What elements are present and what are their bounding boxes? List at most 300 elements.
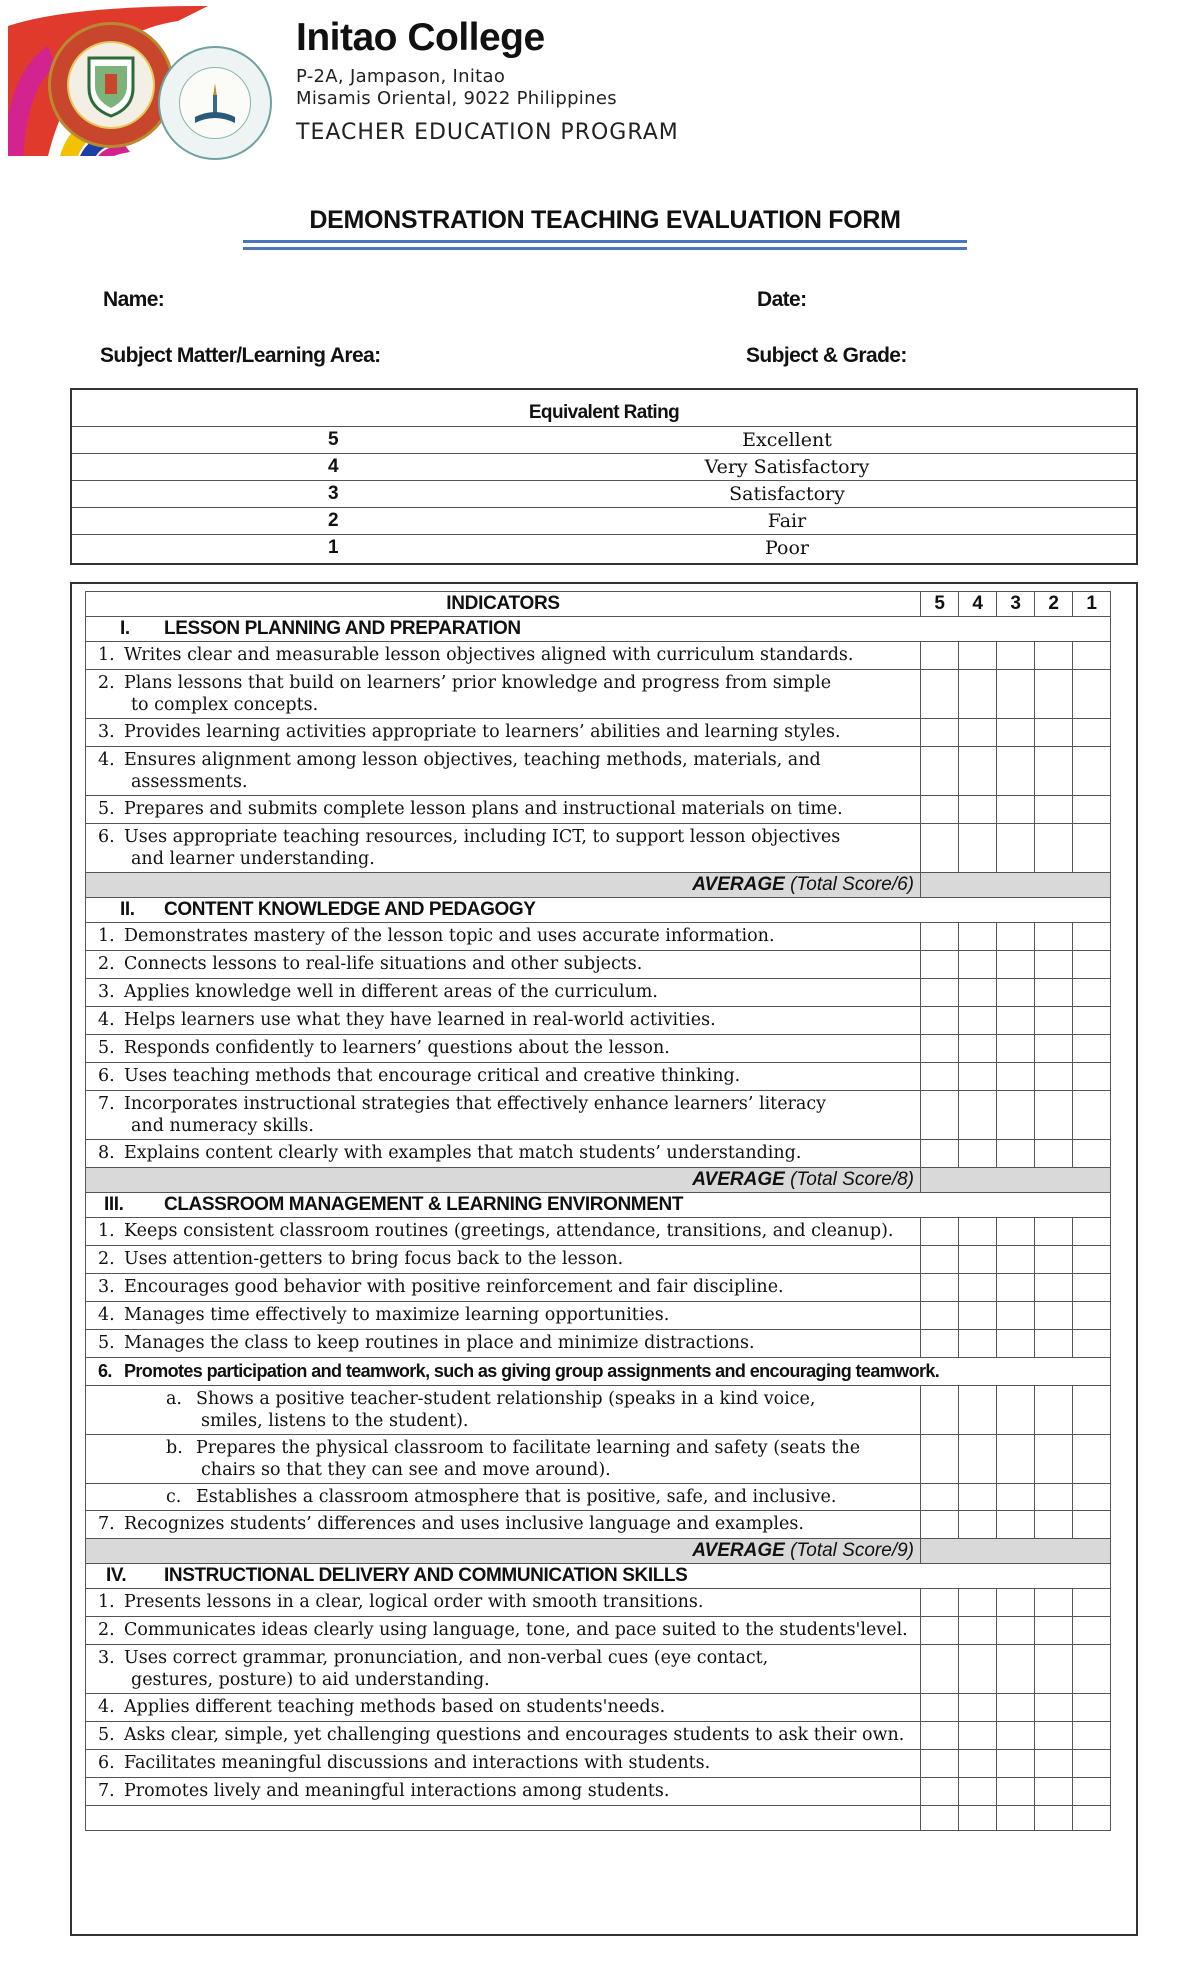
score-cell[interactable] <box>997 1617 1035 1645</box>
indicator-number: 5. <box>98 1725 115 1745</box>
indicator-text: Uses teaching methods that encourage critical and creative thinking. <box>124 1066 741 1086</box>
score-cell[interactable] <box>1073 747 1111 796</box>
indicator-number: a. <box>166 1389 182 1409</box>
indicator-row <box>86 1511 1111 1539</box>
section-numeral: I. <box>120 618 130 639</box>
score-cell[interactable] <box>959 1778 997 1806</box>
score-cell[interactable] <box>959 1645 997 1694</box>
indicator-row <box>86 1645 1111 1694</box>
score-cell[interactable] <box>997 1694 1035 1722</box>
score-cell[interactable] <box>997 824 1035 873</box>
indicator-row <box>86 1484 1111 1511</box>
indicator-text-continued: assessments. <box>131 772 248 792</box>
indicator-number: 6. <box>98 827 115 847</box>
indicator-number: b. <box>166 1438 183 1458</box>
indicator-text: Demonstrates mastery of the lesson topic and uses accurate information. <box>124 926 775 946</box>
score-cell[interactable] <box>921 1140 959 1168</box>
score-cell[interactable] <box>1035 1484 1073 1511</box>
indicator-text-cell <box>86 719 921 747</box>
score-cell[interactable] <box>1073 951 1111 979</box>
score-cell[interactable] <box>997 951 1035 979</box>
score-cell[interactable] <box>959 1435 997 1484</box>
score-cell[interactable] <box>959 824 997 873</box>
score-cell[interactable] <box>959 1035 997 1063</box>
indicator-number: 8. <box>98 1143 115 1163</box>
score-cell[interactable] <box>921 719 959 747</box>
indicator-row <box>86 824 1111 873</box>
score-cell[interactable] <box>1035 1694 1073 1722</box>
score-cell[interactable] <box>921 1750 959 1778</box>
indicator-row <box>86 1617 1111 1645</box>
rating-number: 1 <box>328 537 339 558</box>
indicator-text-cell <box>86 670 921 719</box>
score-cell[interactable] <box>1073 1617 1111 1645</box>
score-cell[interactable] <box>959 670 997 719</box>
rating-table-title: Equivalent Rating <box>528 402 680 423</box>
indicator-row <box>86 670 1111 719</box>
indicator-number: 4. <box>98 1010 115 1030</box>
score-cell[interactable] <box>921 1246 959 1274</box>
score-cell[interactable] <box>1073 1091 1111 1140</box>
score-cell[interactable] <box>1073 1246 1111 1274</box>
score-cell[interactable] <box>997 1091 1035 1140</box>
indicator-text: Helps learners use what they have learned in real-world activities. <box>124 1010 716 1030</box>
score-cell[interactable] <box>921 1511 959 1539</box>
average-score-cell[interactable] <box>921 1168 1111 1193</box>
score-cell[interactable] <box>921 1722 959 1750</box>
score-cell[interactable] <box>959 1274 997 1302</box>
college-name: Initao College <box>296 16 545 59</box>
indicator-text: Keeps consistent classroom routines (greetings, attendance, transitions, and cleanup). <box>124 1221 894 1241</box>
score-cell[interactable] <box>1035 1218 1073 1246</box>
score-cell[interactable] <box>1035 1722 1073 1750</box>
indicator-number: 5. <box>98 1333 115 1353</box>
indicator-text: Promotes lively and meaningful interactions among students. <box>124 1781 670 1801</box>
rating-number: 2 <box>328 510 339 531</box>
indicator-number: 3. <box>98 1277 115 1297</box>
score-cell[interactable] <box>1035 1246 1073 1274</box>
score-cell[interactable] <box>1073 1063 1111 1091</box>
score-cell[interactable] <box>1073 1722 1111 1750</box>
indicator-number: 1. <box>98 926 115 946</box>
score-cell[interactable] <box>921 951 959 979</box>
average-note: (Total Score/6) <box>790 874 914 895</box>
score-cell[interactable] <box>997 719 1035 747</box>
score-cell[interactable] <box>959 951 997 979</box>
blank-row <box>86 1806 1111 1831</box>
score-cell[interactable] <box>997 1806 1035 1831</box>
score-cell[interactable] <box>1035 719 1073 747</box>
indicator-text-continued: smiles, listens to the student). <box>201 1411 469 1431</box>
indicator-row <box>86 1274 1111 1302</box>
score-cell[interactable] <box>959 1218 997 1246</box>
score-cell[interactable] <box>1073 1694 1111 1722</box>
score-cell[interactable] <box>997 1778 1035 1806</box>
indicator-row <box>86 796 1111 824</box>
score-cell[interactable] <box>921 670 959 719</box>
score-cell[interactable] <box>1035 642 1073 670</box>
score-cell[interactable] <box>1073 1140 1111 1168</box>
score-cell[interactable] <box>921 1007 959 1035</box>
score-cell[interactable] <box>1035 1617 1073 1645</box>
indicator-row <box>86 1722 1111 1750</box>
score-cell[interactable] <box>959 1302 997 1330</box>
indicator-text-cell <box>86 1722 921 1750</box>
score-cell[interactable] <box>1035 1274 1073 1302</box>
section-header-cell <box>86 1193 1111 1218</box>
score-cell[interactable] <box>921 1484 959 1511</box>
score-cell[interactable] <box>1035 1589 1073 1617</box>
score-cell[interactable] <box>959 1750 997 1778</box>
section-numeral: II. <box>120 899 135 920</box>
average-label: AVERAGE <box>692 1169 785 1190</box>
address-line-2: Misamis Oriental, 9022 Philippines <box>296 88 617 109</box>
indicator-text-cell <box>86 1645 921 1694</box>
indicator-number: 7. <box>98 1514 115 1534</box>
score-cell[interactable] <box>921 1778 959 1806</box>
indicator-row <box>86 1330 1111 1358</box>
score-cell[interactable] <box>1035 1778 1073 1806</box>
score-cell[interactable] <box>921 1589 959 1617</box>
indicator-number: 6. <box>98 1066 115 1086</box>
score-cell[interactable] <box>997 1330 1035 1358</box>
score-cell[interactable] <box>997 1007 1035 1035</box>
average-row <box>86 1539 1111 1564</box>
score-cell[interactable] <box>1035 1330 1073 1358</box>
score-cell[interactable] <box>997 1722 1035 1750</box>
section-header-row <box>86 1564 1111 1589</box>
score-cell[interactable] <box>997 1750 1035 1778</box>
score-cell[interactable] <box>959 1007 997 1035</box>
score-cell[interactable] <box>1073 1386 1111 1435</box>
score-cell[interactable] <box>1073 1484 1111 1511</box>
score-cell[interactable] <box>921 1063 959 1091</box>
indicator-text: Prepares the physical classroom to facilitate learning and safety (seats the <box>196 1438 861 1458</box>
indicator-text-cell <box>86 747 921 796</box>
score-cell[interactable] <box>1073 1035 1111 1063</box>
score-cell[interactable] <box>1073 1750 1111 1778</box>
section-title: CLASSROOM MANAGEMENT & LEARNING ENVIRONMENT <box>164 1194 684 1215</box>
score-cell[interactable] <box>997 1140 1035 1168</box>
score-column-header: 2 <box>1035 592 1073 617</box>
score-cell[interactable] <box>959 1511 997 1539</box>
score-cell[interactable] <box>1073 1589 1111 1617</box>
rating-number: 3 <box>328 483 339 504</box>
score-cell[interactable] <box>959 1140 997 1168</box>
indicator-number: 7. <box>98 1094 115 1114</box>
score-cell[interactable] <box>997 1386 1035 1435</box>
section-numeral: IV. <box>106 1565 127 1586</box>
score-cell[interactable] <box>1035 979 1073 1007</box>
indicator-text: Manages the class to keep routines in place and minimize distractions. <box>124 1333 755 1353</box>
score-cell[interactable] <box>997 1218 1035 1246</box>
indicator-row <box>86 642 1111 670</box>
indicator-text-cell <box>86 1007 921 1035</box>
score-cell[interactable] <box>997 1511 1035 1539</box>
college-logos <box>8 6 270 156</box>
score-cell[interactable] <box>1035 1302 1073 1330</box>
indicators-header-row <box>86 592 1111 617</box>
indicator-text-cell <box>86 979 921 1007</box>
score-cell[interactable] <box>997 1035 1035 1063</box>
indicator-text-cell <box>86 1484 921 1511</box>
indicator-row <box>86 1007 1111 1035</box>
score-cell[interactable] <box>959 1386 997 1435</box>
score-cell[interactable] <box>1035 824 1073 873</box>
score-cell[interactable] <box>959 642 997 670</box>
indicator-row <box>86 1750 1111 1778</box>
indicator-row <box>86 979 1111 1007</box>
score-cell[interactable] <box>997 670 1035 719</box>
indicator-text: Shows a positive teacher-student relationship (speaks in a kind voice, <box>196 1389 816 1409</box>
score-cell[interactable] <box>1073 1778 1111 1806</box>
indicator-text: Uses appropriate teaching resources, including ICT, to support lesson objectives <box>124 827 841 847</box>
indicator-text-cell <box>86 1778 921 1806</box>
score-cell[interactable] <box>997 1302 1035 1330</box>
score-cell[interactable] <box>1035 1007 1073 1035</box>
score-cell[interactable] <box>921 1302 959 1330</box>
score-cell[interactable] <box>959 719 997 747</box>
section-header-row <box>86 1193 1111 1218</box>
score-cell[interactable] <box>959 979 997 1007</box>
indicator-number: 3. <box>98 1648 115 1668</box>
score-cell[interactable] <box>1073 1806 1111 1831</box>
average-score-cell[interactable] <box>921 873 1111 898</box>
indicator-number: 3. <box>98 982 115 1002</box>
score-cell[interactable] <box>1073 1645 1111 1694</box>
score-column-header: 1 <box>1073 592 1111 617</box>
score-cell[interactable] <box>1035 951 1073 979</box>
score-cell[interactable] <box>959 1694 997 1722</box>
section-header-row <box>86 617 1111 642</box>
score-column-header: 5 <box>921 592 959 617</box>
score-cell[interactable] <box>1035 923 1073 951</box>
score-cell[interactable] <box>959 1589 997 1617</box>
indicator-text: Facilitates meaningful discussions and interactions with students. <box>124 1753 711 1773</box>
indicator-text: Promotes participation and teamwork, such as giving group assignments and encouraging teamwork. <box>124 1361 940 1381</box>
section-header-cell <box>86 1564 1111 1589</box>
indicator-text-continued: and numeracy skills. <box>131 1116 314 1136</box>
score-cell[interactable] <box>997 1063 1035 1091</box>
indicator-text-cell <box>86 1246 921 1274</box>
score-cell[interactable] <box>1073 1302 1111 1330</box>
average-label: AVERAGE <box>692 1540 785 1561</box>
score-cell[interactable] <box>959 796 997 824</box>
average-label: AVERAGE <box>692 874 785 895</box>
indicator-number: 1. <box>98 645 115 665</box>
score-cell[interactable] <box>997 923 1035 951</box>
score-cell[interactable] <box>997 1484 1035 1511</box>
score-cell[interactable] <box>1035 747 1073 796</box>
score-cell[interactable] <box>1035 1645 1073 1694</box>
indicator-text-cell <box>86 1274 921 1302</box>
subject-grade-field-label: Subject & Grade: <box>746 344 907 367</box>
score-cell[interactable] <box>921 1330 959 1358</box>
score-cell[interactable] <box>1035 1140 1073 1168</box>
score-cell[interactable] <box>921 747 959 796</box>
score-cell[interactable] <box>1035 796 1073 824</box>
indicator-row <box>86 1140 1111 1168</box>
score-cell[interactable] <box>959 1063 997 1091</box>
score-cell[interactable] <box>921 1386 959 1435</box>
score-cell[interactable] <box>1035 1091 1073 1140</box>
score-cell[interactable] <box>997 979 1035 1007</box>
indicator-text-cell <box>86 1140 921 1168</box>
score-cell[interactable] <box>959 1722 997 1750</box>
indicator-text-cell <box>86 1694 921 1722</box>
section-numeral: III. <box>104 1194 124 1215</box>
score-cell[interactable] <box>1035 1063 1073 1091</box>
score-cell[interactable] <box>1073 1330 1111 1358</box>
indicator-text: Establishes a classroom atmosphere that is positive, safe, and inclusive. <box>196 1487 837 1507</box>
score-cell[interactable] <box>921 1035 959 1063</box>
equivalent-rating-table <box>70 388 1138 565</box>
score-cell[interactable] <box>959 1091 997 1140</box>
score-cell[interactable] <box>959 1330 997 1358</box>
rating-description: Satisfactory <box>729 483 845 505</box>
indicator-text-cell <box>86 796 921 824</box>
score-cell[interactable] <box>921 923 959 951</box>
rating-table-header <box>72 390 1136 427</box>
score-cell[interactable] <box>959 1484 997 1511</box>
indicator-text-cell <box>86 951 921 979</box>
date-field-label: Date: <box>757 288 807 311</box>
indicator-row <box>86 1386 1111 1435</box>
indicator-number: 5. <box>98 1038 115 1058</box>
score-cell[interactable] <box>1073 1435 1111 1484</box>
indicator-text-cell <box>86 1617 921 1645</box>
indicator-text: Incorporates instructional strategies that effectively enhance learners’ literacy <box>124 1094 827 1114</box>
indicator-text: Uses correct grammar, pronunciation, and non-verbal cues (eye contact, <box>124 1648 769 1668</box>
indicator-number: c. <box>166 1487 182 1507</box>
score-cell[interactable] <box>921 642 959 670</box>
score-cell[interactable] <box>1035 1511 1073 1539</box>
rating-description: Excellent <box>742 429 832 451</box>
score-cell[interactable] <box>921 979 959 1007</box>
indicator-number: 2. <box>98 1620 115 1640</box>
indicator-text-cell <box>86 1091 921 1140</box>
average-label-cell <box>86 873 921 898</box>
average-note: (Total Score/8) <box>790 1169 914 1190</box>
indicator-text: Applies different teaching methods based on students'needs. <box>124 1697 666 1717</box>
indicator-text: Applies knowledge well in different areas of the curriculum. <box>124 982 658 1002</box>
indicator-text-cell <box>86 1435 921 1484</box>
college-seal-icon <box>48 22 174 148</box>
average-label-cell <box>86 1539 921 1564</box>
score-cell[interactable] <box>1073 670 1111 719</box>
indicator-row <box>86 1694 1111 1722</box>
score-cell[interactable] <box>921 1218 959 1246</box>
section-title: CONTENT KNOWLEDGE AND PEDAGOGY <box>164 899 536 920</box>
indicator-row <box>86 1302 1111 1330</box>
score-cell[interactable] <box>997 1645 1035 1694</box>
indicator-row <box>86 1091 1111 1140</box>
score-cell[interactable] <box>921 1091 959 1140</box>
indicator-text-cell <box>86 1302 921 1330</box>
indicator-text-continued: and learner understanding. <box>131 849 375 869</box>
score-cell[interactable] <box>1035 1806 1073 1831</box>
score-cell[interactable] <box>1073 642 1111 670</box>
indicator-row <box>86 1035 1111 1063</box>
score-cell[interactable] <box>1035 1435 1073 1484</box>
score-cell[interactable] <box>1073 923 1111 951</box>
score-cell[interactable] <box>1073 1218 1111 1246</box>
score-cell[interactable] <box>997 1274 1035 1302</box>
score-cell[interactable] <box>921 796 959 824</box>
indicator-number: 2. <box>98 673 115 693</box>
average-note: (Total Score/9) <box>790 1540 914 1561</box>
indicator-number: 6. <box>98 1753 115 1773</box>
score-cell[interactable] <box>1073 979 1111 1007</box>
indicator-text-cell <box>86 1358 1111 1386</box>
score-cell[interactable] <box>997 1246 1035 1274</box>
section-header-cell <box>86 617 1111 642</box>
score-cell[interactable] <box>959 1246 997 1274</box>
indicator-text-cell <box>86 1330 921 1358</box>
indicator-number: 2. <box>98 1249 115 1269</box>
score-cell[interactable] <box>997 1589 1035 1617</box>
address-line-1: P-2A, Jampason, Initao <box>296 66 506 87</box>
section-title: INSTRUCTIONAL DELIVERY AND COMMUNICATION SKILLS <box>164 1565 688 1586</box>
score-cell[interactable] <box>1073 796 1111 824</box>
score-cell[interactable] <box>1073 1007 1111 1035</box>
subject-matter-field-label: Subject Matter/Learning Area: <box>100 344 381 367</box>
rating-description: Very Satisfactory <box>704 456 870 478</box>
indicators-header-label: INDICATORS <box>86 592 921 617</box>
score-column-header: 4 <box>959 592 997 617</box>
score-cell[interactable] <box>997 747 1035 796</box>
rating-row <box>72 508 1136 535</box>
average-score-cell[interactable] <box>921 1539 1111 1564</box>
indicator-text: Encourages good behavior with positive reinforcement and fair discipline. <box>124 1277 784 1297</box>
average-row <box>86 873 1111 898</box>
score-cell[interactable] <box>921 1645 959 1694</box>
score-cell[interactable] <box>1035 1386 1073 1435</box>
rating-description: Fair <box>767 510 807 532</box>
indicator-number: 5. <box>98 799 115 819</box>
score-cell[interactable] <box>1035 1035 1073 1063</box>
score-cell[interactable] <box>1073 719 1111 747</box>
score-cell[interactable] <box>921 1694 959 1722</box>
score-cell[interactable] <box>921 1274 959 1302</box>
indicator-text-cell <box>86 1063 921 1091</box>
score-cell[interactable] <box>1073 1511 1111 1539</box>
section-header-row <box>86 898 1111 923</box>
score-cell[interactable] <box>959 747 997 796</box>
score-cell[interactable] <box>1073 1274 1111 1302</box>
indicator-row <box>86 1246 1111 1274</box>
score-cell[interactable] <box>997 642 1035 670</box>
score-cell[interactable] <box>1035 1750 1073 1778</box>
indicator-number: 4. <box>98 1305 115 1325</box>
score-cell[interactable] <box>959 1806 997 1831</box>
score-cell[interactable] <box>921 1806 959 1831</box>
score-cell[interactable] <box>959 1617 997 1645</box>
score-cell[interactable] <box>959 923 997 951</box>
score-cell[interactable] <box>921 824 959 873</box>
indicator-text-continued: gestures, posture) to aid understanding. <box>131 1670 490 1690</box>
score-cell[interactable] <box>1073 824 1111 873</box>
blank-text-cell <box>86 1806 921 1831</box>
indicators-table <box>85 591 1111 1831</box>
score-cell[interactable] <box>1035 670 1073 719</box>
score-cell[interactable] <box>997 1435 1035 1484</box>
indicator-text: Connects lessons to real-life situations and other subjects. <box>124 954 643 974</box>
score-cell[interactable] <box>921 1617 959 1645</box>
score-cell[interactable] <box>921 1435 959 1484</box>
score-cell[interactable] <box>997 796 1035 824</box>
section-title: LESSON PLANNING AND PREPARATION <box>164 618 521 639</box>
